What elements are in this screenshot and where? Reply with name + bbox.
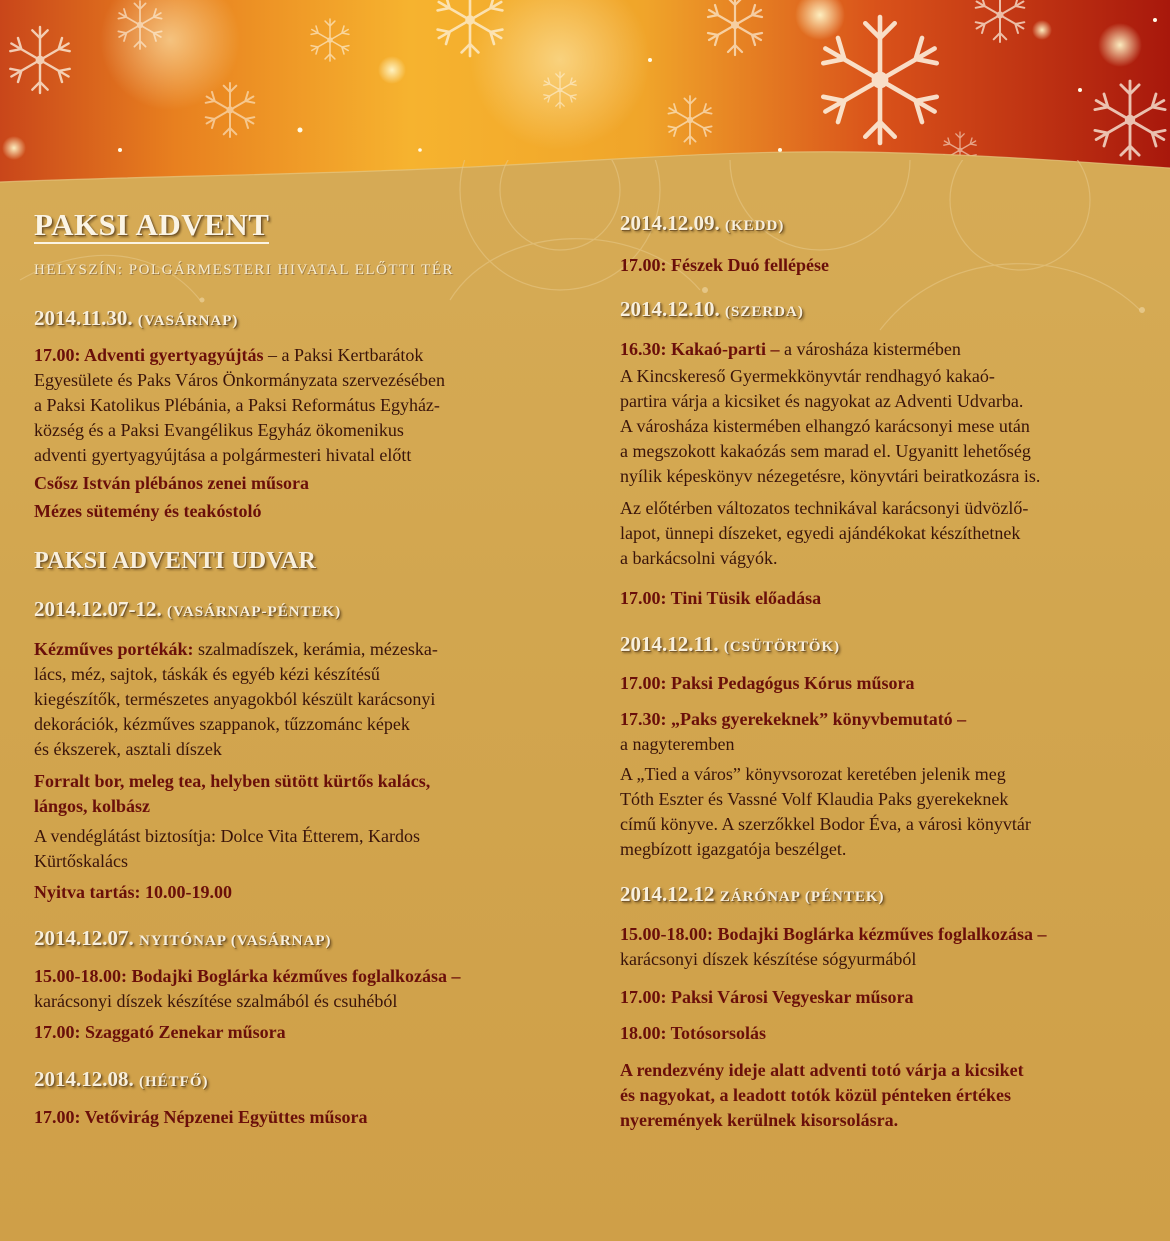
location-line: HELYSZÍN: POLGÁRMESTERI HIVATAL ELŐTTI TÉR [34,262,454,278]
closing-note: A rendezvény ideje alatt adventi totó várja a kicsiket és nagyokat, a leadott totók közül pénteken értékes nyeremények kerülnek kisorsolásra. [620,1060,1024,1130]
event-block: 15.00-18.00: Bodajki Boglárka kézműves foglalkozása – karácsonyi díszek készítése sógyurmából [620,924,1047,969]
date-heading: 2014.12.11. (CSÜTÖRTÖK) [620,632,841,656]
section-title: PAKSI ADVENTI UDVAR [34,548,317,574]
event-line: 17.00: Vetővirág Népzenei Együttes műsora [34,1107,368,1127]
event-description: A „Tied a város” könyvsorozat keretében jelenik meg Tóth Eszter és Vassné Volf Klaudia Paks gyerekeknek című könyve. A szerzőkkel Bodor Éva, a városi könyvtár megbízott igazgatója beszélget. [620,764,1031,859]
event-block: 15.00-18.00: Bodajki Boglárka kézműves foglalkozása – karácsonyi díszek készítése szalmából és csuhéból [34,966,461,1011]
event-description: A Kincskereső Gyermekkönyvtár rendhagyó kakaó- partira várja a kicsiket és nagyokat az Adventi Udvarba. A városháza kistermében elhangzó karácsonyi mese után a megszokott kakaózás sem marad el. Ugyanitt lehetőség nyílik képeskönyv nézegetésre, könyvtári beiratkozásra is. [620,366,1041,486]
event-line: Nyitva tartás: 10.00-19.00 [34,882,232,902]
event-line: 17.00: Tini Tüsik előadása [620,588,822,608]
event-line: 17.00: Paksi Városi Vegyeskar műsora [620,987,914,1007]
event-line: 18.00: Totósorsolás [620,1023,767,1043]
header-banner [0,0,1170,200]
event-line: 17.00: Paksi Pedagógus Kórus műsora [620,673,915,693]
event-block: Forralt bor, meleg tea, helyben sütött kürtős kalács, lángos, kolbász [34,771,431,816]
event-block: 17.30: „Paks gyerekeknek” könyvbemutató – a nagyteremben [620,709,967,754]
event-description: Az előtérben változatos technikával karácsonyi üdvözlő- lapot, ünnepi díszeket, egyedi ajándékokat készíthetnek a barkácsolni vágyók. [620,498,1029,568]
event-line: 17.00: Szaggató Zenekar műsora [34,1022,286,1042]
event-line: Csősz István plébános zenei műsora [34,473,310,493]
event-block: Kézműves portékák: szalmadíszek, kerámia, mézeska- lács, méz, sajtok, táskák és egyéb kézi készítésű kiegészítők, természetes anyagokból készült karácsonyi dekorációk, kézműves szappanok, tűzzománc képek és ékszerek, asztali díszek [34,639,438,759]
event-block: 17.00: Adventi gyertyagyújtás – a Paksi Kertbarátok Egyesülete és Paks Város Önkormányzata szervezésében a Paksi Katolikus Plébánia, a Paksi Református Egyház- község és a Paksi Evangélikus Egyház ökomenikus adventi gyertyagyújtása a polgármesteri hivatal előtt [34,345,446,465]
event-block: A vendéglátást biztosítja: Dolce Vita Étterem, Kardos Kürtőskalács [34,826,420,871]
page-title: PAKSI ADVENT [34,207,270,242]
date-heading: 2014.12.07-12. (VASÁRNAP-PÉNTEK) [34,597,342,621]
date-heading: 2014.12.08. (HÉTFŐ) [34,1067,209,1091]
date-heading: 2014.12.09. (KEDD) [620,211,785,235]
event-line: 16.30: Kakaó-parti – a városháza kistermében [620,339,961,359]
date-heading: 2014.12.12 ZÁRÓNAP (PÉNTEK) [620,882,885,906]
date-heading: 2014.12.07. NYITÓNAP (VASÁRNAP) [34,926,332,950]
event-line: Mézes sütemény és teakóstoló [34,501,262,521]
date-heading: 2014.11.30. (VASÁRNAP) [34,306,239,330]
date-heading: 2014.12.10. (SZERDA) [620,297,804,321]
event-line: 17.00: Fészek Duó fellépése [620,255,829,275]
